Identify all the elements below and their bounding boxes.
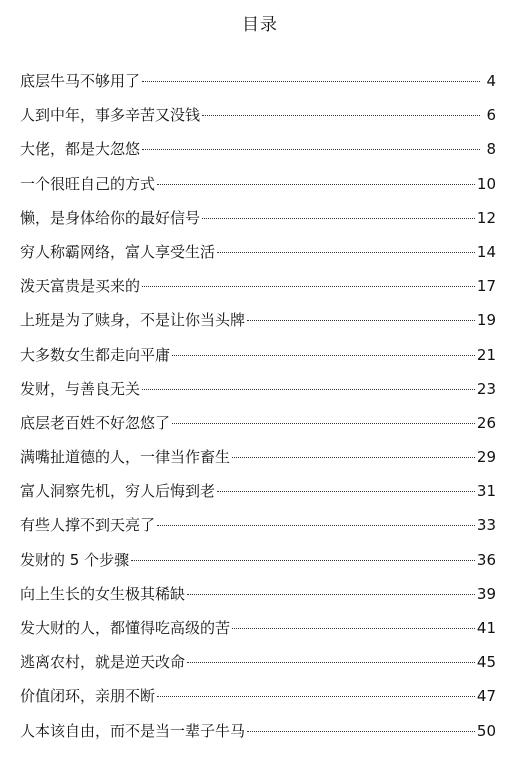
toc-page-number: 45 [476,653,496,672]
toc-dot-leader [172,355,475,356]
toc-dot-leader [157,184,475,185]
toc-page-number: 8 [486,140,496,159]
toc-dot-leader [172,423,475,424]
toc-entry[interactable] [20,543,496,577]
toc-entry-title: 发大财的人，都懂得吃高级的苦 [20,619,231,637]
toc-page-number: 33 [476,516,496,535]
toc-dot-leader [202,115,480,116]
toc-page-number: 17 [476,277,496,296]
toc-dot-leader [187,662,475,663]
toc-entry-title: 上班是为了赎身，不是让你当头牌 [20,311,246,330]
toc-entry-title: 人本该自由，而不是当一辈子牛马 [20,721,246,740]
toc-dot-leader [142,286,475,287]
toc-dot-leader [232,457,475,458]
toc-page-number: 21 [476,345,496,364]
toc-entry[interactable] [20,474,496,508]
toc-entry[interactable] [20,338,496,372]
toc-entry[interactable] [20,235,496,269]
toc-dot-leader [187,594,475,595]
toc-list [20,64,496,748]
toc-entry[interactable] [20,645,496,679]
toc-entry[interactable] [20,440,496,474]
toc-entry[interactable] [20,132,496,166]
toc-entry[interactable] [20,372,496,406]
toc-entry-title: 发财的 5 个步骤 [20,550,130,569]
toc-dot-leader [217,252,475,253]
toc-dot-leader [247,320,475,321]
toc-dot-leader [142,81,480,82]
toc-entry[interactable] [20,303,496,337]
toc-entry-title: 大多数女生都走向平庸 [20,345,171,364]
toc-entry[interactable] [20,64,496,98]
toc-entry-title: 向上生长的女生极其稀缺 [20,584,186,603]
toc-page-number: 29 [476,448,496,467]
toc-page-number: 31 [476,482,496,501]
toc-page-number: 10 [476,174,496,193]
toc-entry-title: 发财，与善良无关 [20,379,141,398]
toc-page-number: 19 [476,311,496,330]
toc-entry[interactable] [20,269,496,303]
toc-entry[interactable] [20,167,496,201]
toc-dot-leader [142,149,480,150]
toc-entry-title: 价值闭环，亲朋不断 [20,687,156,706]
toc-dot-leader [157,696,475,697]
toc-entry[interactable] [20,98,496,132]
toc-entry-title: 大佬，都是大忽悠 [20,140,141,159]
toc-entry[interactable] [20,714,496,748]
toc-entry[interactable] [20,508,496,542]
toc-entry-title: 底层牛马不够用了 [20,72,141,90]
toc-dot-leader [232,628,475,629]
toc-entry-title: 懒，是身体给你的最好信号 [20,208,201,227]
toc-page-number: 14 [476,242,496,261]
toc-dot-leader [202,218,475,219]
toc-dot-leader [142,389,475,390]
toc-entry-title: 有些人撑不到天亮了 [20,516,156,535]
toc-dot-leader [217,491,475,492]
toc-entry-title: 底层老百姓不好忽悠了 [20,413,171,432]
toc-dot-leader [247,731,475,732]
toc-entry-title: 一个很旺自己的方式 [20,174,156,193]
toc-entry[interactable] [20,201,496,235]
toc-dot-leader [131,560,475,561]
toc-entry-title: 富人洞察先机，穷人后悔到老 [20,482,216,501]
toc-entry[interactable] [20,406,496,440]
toc-page-number: 50 [476,721,496,740]
toc-page-number: 23 [476,379,496,398]
toc-page-number: 36 [476,550,496,569]
toc-entry[interactable] [20,577,496,611]
toc-entry[interactable] [20,679,496,713]
toc-entry-title: 泼天富贵是买来的 [20,277,141,296]
toc-entry-title: 人到中年，事多辛苦又没钱 [20,106,201,125]
toc-entry[interactable] [20,611,496,645]
toc-page-number: 26 [476,413,496,432]
toc-entry-title: 满嘴扯道德的人，一律当作畜生 [20,448,231,467]
toc-page-number: 4 [486,72,496,90]
toc-page-number: 41 [476,619,496,637]
toc-entry-title: 逃离农村，就是逆天改命 [20,653,186,672]
toc-page-number: 12 [476,208,496,227]
toc-title: 目录 [242,15,278,35]
toc-page-number: 6 [486,106,496,125]
toc-dot-leader [157,525,475,526]
toc-page-number: 39 [476,584,496,603]
toc-page-number: 47 [476,687,496,706]
toc-entry-title: 穷人称霸网络，富人享受生活 [20,242,216,261]
